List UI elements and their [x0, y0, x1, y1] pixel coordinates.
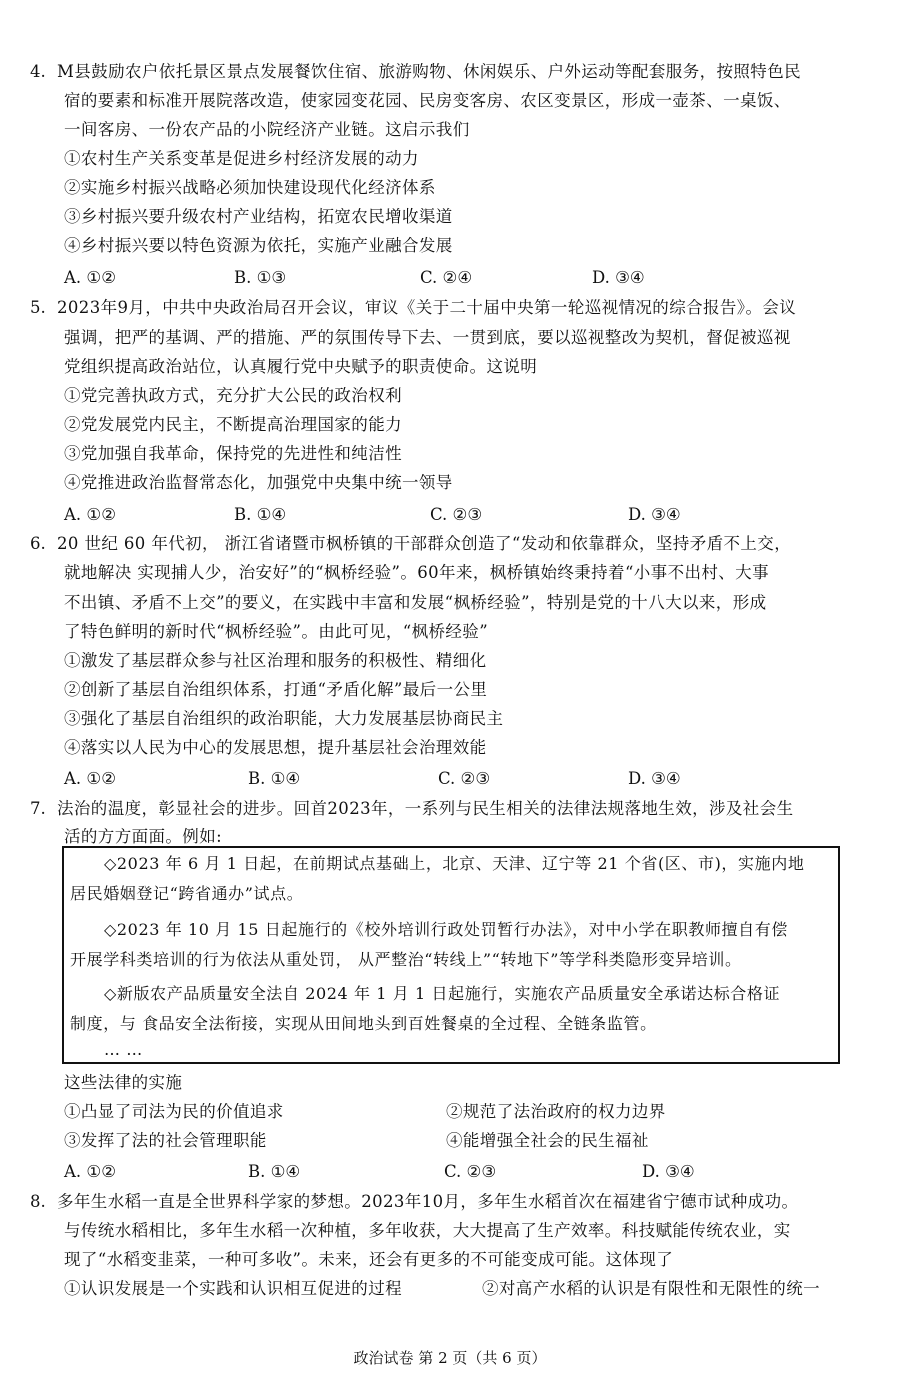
choice-c[interactable]: C. ②③	[430, 505, 483, 524]
option-statement: ②规范了法治政府的权力边界	[446, 1102, 666, 1121]
choice-d[interactable]: D. ③④	[642, 1162, 695, 1181]
question-stem-line: 宿的要素和标准开展院落改造，使家园变花园、民房变客房、农区变景区，形成一壶茶、一桌饭、	[64, 91, 791, 110]
material-line: 居民婚姻登记“跨省通办”试点。	[70, 884, 304, 903]
material-line: 制度，与 食品安全法衔接，实现从田间地头到百姓餐桌的全过程、全链条监管。	[70, 1014, 657, 1033]
choice-a[interactable]: A. ①②	[64, 1162, 116, 1181]
answer-choices	[64, 767, 864, 791]
option-statement: ①凸显了司法为民的价值追求	[64, 1102, 284, 1121]
option-statement: ②对高产水稻的认识是有限性和无限性的统一	[482, 1279, 820, 1298]
option-statement: ④党推进政治监督常态化，加强党中央集中统一领导	[64, 473, 453, 492]
choice-d[interactable]: D. ③④	[628, 505, 681, 524]
choice-a[interactable]: A. ①②	[64, 268, 116, 287]
question-stem-line: 多年生水稻一直是全世界科学家的梦想。2023年10月，多年生水稻首次在福建省宁德市试种成功。	[57, 1192, 799, 1211]
question-stem-line: 强调，把严的基调、严的措施、严的氛围传导下去、一贯到底，要以巡视整改为契机，督促被巡视	[64, 328, 791, 347]
question-stem-line: 党组织提高政治站位，认真履行党中央赋予的职责使命。这说明	[64, 357, 538, 376]
option-statement: ④落实以人民为中心的发展思想，提升基层社会治理效能	[64, 738, 487, 757]
answer-choices	[64, 503, 864, 527]
option-statement: ④能增强全社会的民生福祉	[446, 1131, 649, 1150]
option-statement: ②党发展党内民主，不断提高治理国家的能力	[64, 415, 402, 434]
option-statement: ①认识发展是一个实践和认识相互促进的过程	[64, 1279, 402, 1298]
question-number: 6.	[30, 534, 46, 553]
choice-a[interactable]: A. ①②	[64, 505, 116, 524]
question-stem-line: 20 世纪 60 年代初， 浙江省诸暨市枫桥镇的干部群众创造了“发动和依靠群众，坚持矛盾不上交，	[57, 534, 792, 553]
choice-c[interactable]: C. ②③	[438, 769, 491, 788]
material-box	[62, 846, 840, 1064]
choice-b[interactable]: B. ①④	[248, 769, 301, 788]
ellipsis: … …	[104, 1040, 143, 1059]
choice-b[interactable]: B. ①④	[248, 1162, 301, 1181]
answer-choices	[64, 266, 864, 290]
question-number: 7.	[30, 799, 46, 818]
page-footer: 政治试卷 第 2 页（共 6 页）	[353, 1349, 547, 1367]
question-stem-line: 不出镇、矛盾不上交”的要义，在实践中丰富和发展“枫桥经验”，特别是党的十八大以来，形成	[64, 593, 767, 612]
question-number: 5.	[30, 298, 46, 317]
question-stem-line: 与传统水稻相比，多年生水稻一次种植，多年收获，大大提高了生产效率。科技赋能传统农业，实	[64, 1221, 791, 1240]
option-statement: ②实施乡村振兴战略必须加快建设现代化经济体系	[64, 178, 436, 197]
question-stem-line: 就地解决 实现捕人少，治安好”的“枫桥经验”。60年来，枫桥镇始终秉持着“小事不出村、大事	[64, 563, 769, 582]
material-line: ◇2023 年 6 月 1 日起，在前期试点基础上，北京、天津、辽宁等 21 个省(区、市)，实施内地	[104, 854, 805, 873]
option-statement: ①党完善执政方式，充分扩大公民的政治权利	[64, 386, 402, 405]
material-line: ◇2023 年 10 月 15 日起施行的《校外培训行政处罚暂行办法》，对中小学在职教师擅自有偿	[104, 920, 788, 939]
option-statement: ③党加强自我革命，保持党的先进性和纯洁性	[64, 444, 402, 463]
choice-b[interactable]: B. ①③	[234, 268, 287, 287]
option-statement: ③发挥了法的社会管理职能	[64, 1131, 267, 1150]
choice-a[interactable]: A. ①②	[64, 769, 116, 788]
option-statement: ③强化了基层自治组织的政治职能，大力发展基层协商民主	[64, 709, 504, 728]
question-stem-line: 法治的温度，彰显社会的进步。回首2023年，一系列与民生相关的法律法规落地生效，涉及社会生	[57, 799, 794, 818]
material-line: ◇新版农产品质量安全法自 2024 年 1 月 1 日起施行，实施农产品质量安全承诺达标合格证	[104, 984, 781, 1003]
question-stem-line: 现了“水稻变韭菜，一种可多收”。未来，还会有更多的不可能变成可能。这体现了	[64, 1250, 674, 1269]
choice-c[interactable]: C. ②③	[444, 1162, 497, 1181]
question-number: 8.	[30, 1192, 46, 1211]
choice-d[interactable]: D. ③④	[628, 769, 681, 788]
option-statement: ①农村生产关系变革是促进乡村经济发展的动力	[64, 149, 419, 168]
choice-c[interactable]: C. ②④	[420, 268, 473, 287]
material-line: 开展学科类培训的行为依法从重处罚， 从严整治“转线上”“转地下”等学科类隐形变异培训。	[70, 950, 742, 969]
question-stem-line: 一间客房、一份农产品的小院经济产业链。这启示我们	[64, 120, 470, 139]
question-stem-line: 这些法律的实施	[64, 1073, 183, 1092]
choice-d[interactable]: D. ③④	[592, 268, 645, 287]
option-statement: ②创新了基层自治组织体系，打通“矛盾化解”最后一公里	[64, 680, 488, 699]
question-number: 4.	[30, 62, 46, 81]
answer-choices	[64, 1160, 864, 1184]
question-stem-line: M县鼓励农户依托景区景点发展餐饮住宿、旅游购物、休闲娱乐、户外运动等配套服务，按照特色民	[57, 62, 801, 81]
option-statement: ①激发了基层群众参与社区治理和服务的积极性、精细化	[64, 651, 487, 670]
choice-b[interactable]: B. ①④	[234, 505, 287, 524]
question-stem-line: 活的方方面面。例如:	[64, 827, 223, 846]
option-statement: ④乡村振兴要以特色资源为依托，实施产业融合发展	[64, 236, 453, 255]
question-stem-line: 2023年9月，中共中央政治局召开会议，审议《关于二十届中央第一轮巡视情况的综合报告》。会议	[57, 298, 797, 317]
question-stem-line: 了特色鲜明的新时代“枫桥经验”。由此可见，“枫桥经验”	[64, 622, 489, 641]
option-statement: ③乡村振兴要升级农村产业结构，拓宽农民增收渠道	[64, 207, 453, 226]
